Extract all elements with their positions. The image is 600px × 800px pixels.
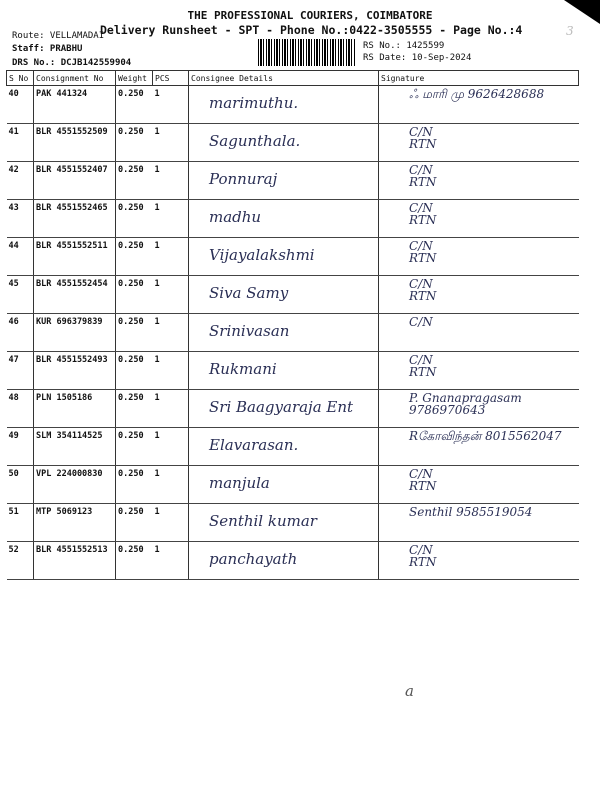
table-header-row bbox=[7, 71, 579, 86]
row-consignee-cell bbox=[189, 86, 379, 124]
table-row bbox=[7, 390, 579, 428]
row-signature: C/N bbox=[409, 315, 433, 329]
row-sno: 44 bbox=[7, 238, 34, 276]
row-signature: C/N RTN bbox=[409, 239, 437, 265]
route-label: Route: VELLAMADAI bbox=[12, 31, 105, 41]
drs-number: DRS No.: DCJB142559904 bbox=[12, 58, 132, 68]
row-signature-cell bbox=[379, 200, 579, 238]
rs-date: RS Date: 10-Sep-2024 bbox=[363, 53, 472, 63]
col-header-pcs: PCS bbox=[153, 71, 189, 86]
table-row bbox=[7, 466, 579, 504]
row-sno: 49 bbox=[7, 428, 34, 466]
row-consignment-no: KUR 696379839 bbox=[34, 314, 116, 352]
row-sno: 48 bbox=[7, 390, 34, 428]
row-consignee: madhu bbox=[209, 208, 262, 226]
row-signature-cell bbox=[379, 276, 579, 314]
row-signature: P. Gnanapragasam 9786970643 bbox=[409, 391, 522, 417]
row-sno: 47 bbox=[7, 352, 34, 390]
row-consignment-no: SLM 354114525 bbox=[34, 428, 116, 466]
table-row bbox=[7, 124, 579, 162]
row-pcs: 1 bbox=[153, 504, 189, 542]
row-consignee-cell bbox=[189, 124, 379, 162]
row-consignment-no: MTP 5069123 bbox=[34, 504, 116, 542]
row-consignment-no: PLN 1505186 bbox=[34, 390, 116, 428]
row-signature: C/N RTN bbox=[409, 125, 437, 151]
row-weight: 0.250 bbox=[116, 162, 153, 200]
row-consignee: Vijayalakshmi bbox=[209, 246, 315, 264]
row-pcs: 1 bbox=[153, 466, 189, 504]
row-pcs: 1 bbox=[153, 86, 189, 124]
row-pcs: 1 bbox=[153, 352, 189, 390]
row-consignment-no: VPL 224000830 bbox=[34, 466, 116, 504]
row-signature-cell bbox=[379, 390, 579, 428]
barcode bbox=[258, 39, 356, 66]
row-signature-cell bbox=[379, 162, 579, 200]
col-header-signature: Signature bbox=[379, 71, 579, 86]
row-weight: 0.250 bbox=[116, 542, 153, 580]
row-consignee: Srinivasan bbox=[209, 322, 290, 340]
document-title: THE PROFESSIONAL COURIERS, COIMBATORE bbox=[187, 9, 433, 22]
row-weight: 0.250 bbox=[116, 466, 153, 504]
row-consignee-cell bbox=[189, 162, 379, 200]
table-row bbox=[7, 504, 579, 542]
row-consignment-no: BLR 4551552465 bbox=[34, 200, 116, 238]
row-consignment-no: BLR 4551552511 bbox=[34, 238, 116, 276]
row-consignee: Sagunthala. bbox=[209, 132, 301, 150]
row-consignee-cell bbox=[189, 200, 379, 238]
table-row bbox=[7, 200, 579, 238]
row-weight: 0.250 bbox=[116, 390, 153, 428]
table-row bbox=[7, 542, 579, 580]
row-signature-cell bbox=[379, 86, 579, 124]
row-signature-cell bbox=[379, 124, 579, 162]
table-row bbox=[7, 276, 579, 314]
row-signature: C/N RTN bbox=[409, 467, 437, 493]
row-weight: 0.250 bbox=[116, 124, 153, 162]
row-signature-cell bbox=[379, 504, 579, 542]
row-pcs: 1 bbox=[153, 124, 189, 162]
row-signature-cell bbox=[379, 238, 579, 276]
row-weight: 0.250 bbox=[116, 200, 153, 238]
row-signature: C/N RTN bbox=[409, 543, 437, 569]
row-weight: 0.250 bbox=[116, 428, 153, 466]
table-row bbox=[7, 428, 579, 466]
row-consignee-cell bbox=[189, 352, 379, 390]
row-consignee-cell bbox=[189, 390, 379, 428]
row-signature: ஃ மாரி மு 9626428688 bbox=[409, 87, 545, 101]
row-pcs: 1 bbox=[153, 162, 189, 200]
row-weight: 0.250 bbox=[116, 86, 153, 124]
staff-label: Staff: PRABHU bbox=[12, 44, 83, 54]
table-row bbox=[7, 162, 579, 200]
row-signature: C/N RTN bbox=[409, 353, 437, 379]
row-sno: 40 bbox=[7, 86, 34, 124]
row-weight: 0.250 bbox=[116, 238, 153, 276]
row-consignee-cell bbox=[189, 504, 379, 542]
row-consignee: Elavarasan. bbox=[209, 436, 299, 454]
row-signature: Rகோவிந்தன் 8015562047 bbox=[409, 429, 562, 443]
row-pcs: 1 bbox=[153, 200, 189, 238]
row-consignment-no: BLR 4551552407 bbox=[34, 162, 116, 200]
row-weight: 0.250 bbox=[116, 314, 153, 352]
row-pcs: 1 bbox=[153, 276, 189, 314]
row-consignment-no: PAK 441324 bbox=[34, 86, 116, 124]
row-consignee: panchayath bbox=[209, 550, 298, 568]
corner-mark: 3 bbox=[566, 24, 574, 38]
row-consignment-no: BLR 4551552513 bbox=[34, 542, 116, 580]
row-sno: 51 bbox=[7, 504, 34, 542]
row-weight: 0.250 bbox=[116, 276, 153, 314]
row-consignee-cell bbox=[189, 314, 379, 352]
row-pcs: 1 bbox=[153, 390, 189, 428]
row-weight: 0.250 bbox=[116, 504, 153, 542]
row-sno: 50 bbox=[7, 466, 34, 504]
row-signature-cell bbox=[379, 428, 579, 466]
row-consignee: manjula bbox=[209, 474, 270, 492]
row-signature-cell bbox=[379, 314, 579, 352]
row-sno: 41 bbox=[7, 124, 34, 162]
row-sno: 45 bbox=[7, 276, 34, 314]
row-consignee: Senthil kumar bbox=[209, 512, 317, 530]
row-sno: 52 bbox=[7, 542, 34, 580]
col-header-consignment: Consignment No bbox=[34, 71, 116, 86]
row-consignee-cell bbox=[189, 238, 379, 276]
row-pcs: 1 bbox=[153, 542, 189, 580]
col-header-consignee: Consignee Details bbox=[189, 71, 379, 86]
row-weight: 0.250 bbox=[116, 352, 153, 390]
row-signature: Senthil 9585519054 bbox=[409, 505, 533, 519]
row-pcs: 1 bbox=[153, 428, 189, 466]
row-pcs: 1 bbox=[153, 314, 189, 352]
row-consignment-no: BLR 4551552509 bbox=[34, 124, 116, 162]
row-consignee: Ponnuraj bbox=[209, 170, 278, 188]
document-subtitle: Delivery Runsheet - SPT - Phone No.:0422-3505555 - Page No.:4 bbox=[100, 23, 523, 37]
row-consignee: Siva Samy bbox=[209, 284, 289, 302]
col-header-weight: Weight bbox=[116, 71, 153, 86]
row-consignee-cell bbox=[189, 276, 379, 314]
row-consignment-no: BLR 4551552493 bbox=[34, 352, 116, 390]
row-consignee-cell bbox=[189, 466, 379, 504]
col-header-sno: S No bbox=[7, 71, 34, 86]
row-consignee: Sri Baagyaraja Ent bbox=[209, 398, 354, 416]
row-pcs: 1 bbox=[153, 238, 189, 276]
runsheet-table bbox=[6, 70, 579, 580]
row-consignee: marimuthu. bbox=[209, 94, 299, 112]
row-signature-cell bbox=[379, 466, 579, 504]
table-row bbox=[7, 352, 579, 390]
rs-number: RS No.: 1425599 bbox=[363, 41, 445, 51]
table-row bbox=[7, 86, 579, 124]
row-signature: C/N RTN bbox=[409, 277, 437, 303]
row-consignment-no: BLR 4551552454 bbox=[34, 276, 116, 314]
row-signature: C/N RTN bbox=[409, 163, 437, 189]
table-row bbox=[7, 238, 579, 276]
table-row bbox=[7, 314, 579, 352]
footer-scribble: a bbox=[405, 682, 414, 700]
row-signature-cell bbox=[379, 352, 579, 390]
row-sno: 42 bbox=[7, 162, 34, 200]
row-signature: C/N RTN bbox=[409, 201, 437, 227]
row-sno: 46 bbox=[7, 314, 34, 352]
row-sno: 43 bbox=[7, 200, 34, 238]
row-consignee: Rukmani bbox=[209, 360, 277, 378]
row-consignee-cell bbox=[189, 428, 379, 466]
row-signature-cell bbox=[379, 542, 579, 580]
row-consignee-cell bbox=[189, 542, 379, 580]
